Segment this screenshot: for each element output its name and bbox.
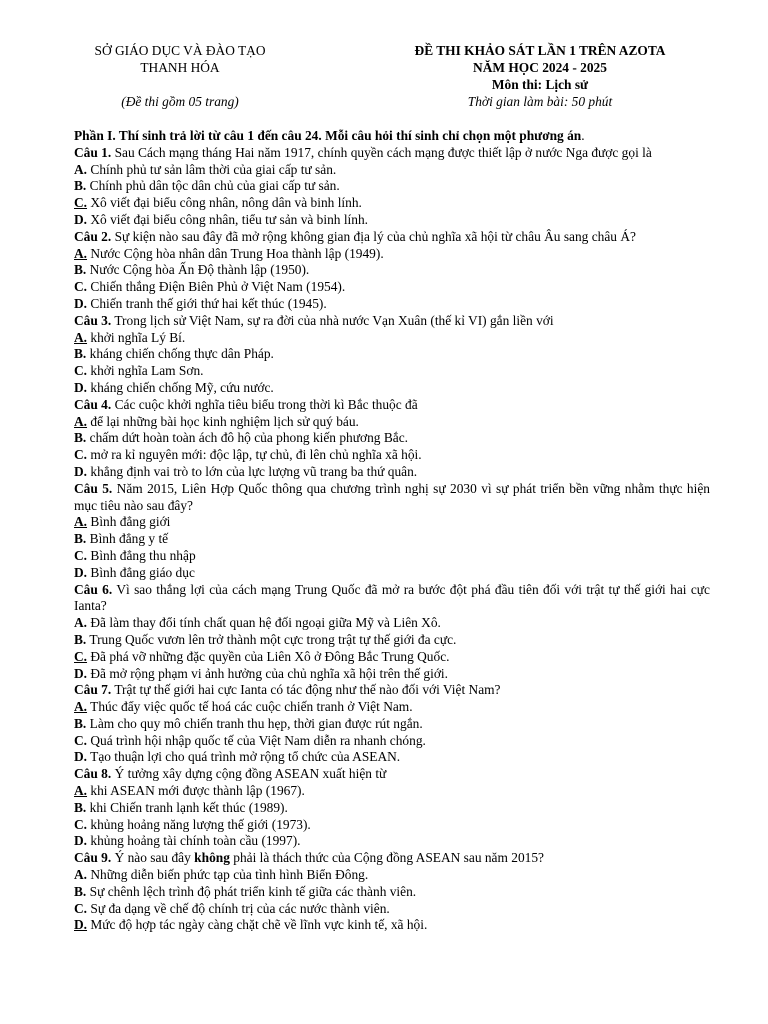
option-text: khẳng định vai trò to lớn của lực lượng vũ trang ba thứ quân. (90, 463, 418, 479)
answer-option (74, 346, 710, 363)
option-letter: A. (74, 413, 88, 429)
answer-option (74, 178, 710, 195)
answer-option (74, 430, 710, 447)
option-text: Bình đẳng thu nhập (90, 547, 196, 563)
answer-option (74, 901, 710, 918)
option-text: Chiến thắng Điện Biên Phủ ở Việt Nam (1954). (90, 279, 346, 295)
option-text: Những diễn biến phức tạp của tình hình Biển Đông. (90, 867, 369, 883)
option-letter: B. (74, 346, 87, 362)
question-text: Vì sao thắng lợi của cách mạng Trung Quốc đã mở ra bước đột phá đầu tiên đối với trật tự thế giới hai cực Ianta? (74, 581, 710, 614)
question-text: Sự kiện nào sau đây đã mở rộng không gian địa lý của chủ nghĩa xã hội từ châu Âu sang châu Á? (114, 228, 636, 244)
question-label: Câu 3. (74, 312, 112, 328)
option-letter: C. (74, 279, 88, 295)
answer-option (74, 917, 710, 934)
answer-option (74, 363, 710, 380)
answer-option (74, 733, 710, 750)
option-letter: D. (74, 749, 88, 765)
option-text: khi Chiến tranh lạnh kết thúc (1989). (89, 799, 288, 815)
option-letter: B. (74, 715, 87, 731)
answer-option (74, 531, 710, 548)
answer-option (74, 649, 710, 666)
option-text: Bình đẳng giáo dục (90, 564, 195, 580)
exam-title: ĐỀ THI KHẢO SÁT LẦN 1 TRÊN AZOTA (414, 43, 666, 58)
question-list (74, 145, 710, 934)
option-text: Trung Quốc vươn lên trở thành một cực trong trật tự thế giới đa cực. (89, 631, 457, 647)
option-text: Quá trình hội nhập quốc tế của Việt Nam diễn ra nhanh chóng. (90, 732, 426, 748)
answer-option (74, 632, 710, 649)
option-text: khởi nghĩa Lam Sơn. (90, 363, 204, 379)
question-text: Các cuộc khởi nghĩa tiêu biểu trong thời kì Bắc thuộc đã (114, 396, 418, 412)
option-text: Đã mở rộng phạm vi ảnh hưởng của chủ nghĩa xã hội trên thế giới. (90, 665, 448, 681)
answer-option (74, 296, 710, 313)
option-letter: D. (74, 564, 88, 580)
answer-option (74, 330, 710, 347)
question-5 (74, 481, 710, 515)
question-2 (74, 229, 710, 246)
question-label: Câu 6. (74, 581, 113, 597)
option-letter: A. (74, 161, 88, 177)
option-letter: B. (74, 799, 87, 815)
option-letter: B. (74, 262, 87, 278)
option-text: khi ASEAN mới được thành lập (1967). (90, 783, 305, 799)
answer-option (74, 833, 710, 850)
answer-option (74, 414, 710, 431)
option-letter: B. (74, 178, 87, 194)
question-text: Trong lịch sử Việt Nam, sự ra đời của nhà nước Vạn Xuân (thế kỉ VI) gắn liền với (114, 312, 554, 328)
option-text: chấm dứt hoàn toàn ách đô hộ của phong kiến phương Bắc. (89, 430, 408, 446)
option-text: Đã phá vỡ những đặc quyền của Liên Xô ở Đông Bắc Trung Quốc. (90, 648, 450, 664)
option-text: Đã làm thay đổi tính chất quan hệ đối ngoại giữa Mỹ và Liên Xô. (90, 615, 441, 631)
answer-option (74, 565, 710, 582)
option-letter: A. (74, 329, 88, 345)
option-letter: C. (74, 648, 88, 664)
question-label: Câu 1. (74, 144, 112, 160)
question-label: Câu 7. (74, 682, 112, 698)
option-letter: A. (74, 514, 88, 530)
question-3 (74, 313, 710, 330)
exam-header (0, 42, 768, 112)
question-label: Câu 8. (74, 766, 112, 782)
subject: Môn thi: Lịch sử (491, 77, 589, 92)
option-letter: A. (74, 615, 88, 631)
option-letter: D. (74, 295, 88, 311)
school-year: NĂM HỌC 2024 - 2025 (473, 60, 607, 75)
option-text: để lại những bài học kinh nghiệm lịch sử quý báu. (90, 413, 359, 429)
answer-option (74, 514, 710, 531)
option-letter: B. (74, 883, 87, 899)
option-text: mở ra kỉ nguyên mới: độc lập, tự chủ, đi lên chủ nghĩa xã hội. (90, 447, 422, 463)
option-letter: A. (74, 783, 88, 799)
option-letter: D. (74, 379, 88, 395)
question-4 (74, 397, 710, 414)
exam-info-block (340, 42, 740, 110)
question-6 (74, 582, 710, 616)
option-text: khủng hoảng tài chính toàn cầu (1997). (90, 833, 301, 849)
option-text: Nước Cộng hòa nhân dân Trung Hoa thành lập (1949). (90, 245, 384, 261)
question-text-emphasis: không (194, 850, 230, 866)
option-text: khởi nghĩa Lý Bí. (90, 329, 186, 345)
option-text: kháng chiến chống Mỹ, cứu nước. (90, 379, 274, 395)
option-letter: B. (74, 631, 87, 647)
page-count-note: (Đề thi gồm 05 trang) (121, 94, 239, 109)
option-text: Thúc đẩy việc quốc tế hoá các cuộc chiến tranh ở Việt Nam. (90, 699, 413, 715)
option-letter: A. (74, 867, 88, 883)
issuer-spacer (40, 76, 320, 93)
answer-option (74, 212, 710, 229)
question-text: Ý nào sau đây (114, 850, 191, 866)
exam-content (74, 128, 710, 934)
option-letter: D. (74, 211, 88, 227)
question-label: Câu 5. (74, 480, 113, 496)
option-text: Chính phủ dân tộc dân chủ của giai cấp tư sản. (89, 178, 340, 194)
answer-option (74, 666, 710, 683)
question-text: Năm 2015, Liên Hợp Quốc thông qua chương trình nghị sự 2030 vì sự phát triển bền vững nhằm thực hiện mục tiêu nào sau đây? (74, 480, 710, 513)
question-label: Câu 4. (74, 396, 112, 412)
answer-option (74, 548, 710, 565)
answer-option (74, 195, 710, 212)
answer-option (74, 867, 710, 884)
option-letter: B. (74, 531, 87, 547)
option-text: Xô viết đại biểu công nhân, tiểu tư sản và binh lính. (90, 211, 369, 227)
answer-option (74, 262, 710, 279)
option-letter: A. (74, 245, 88, 261)
time-limit: Thời gian làm bài: 50 phút (467, 94, 613, 109)
option-letter: C. (74, 816, 88, 832)
question-text-rest: phải là thách thức của Cộng đồng ASEAN sau năm 2015? (233, 850, 544, 866)
answer-option (74, 615, 710, 632)
answer-option (74, 800, 710, 817)
answer-option (74, 380, 710, 397)
option-text: Tạo thuận lợi cho quá trình mở rộng tổ chức của ASEAN. (90, 749, 401, 765)
question-7 (74, 682, 710, 699)
question-text: Sau Cách mạng tháng Hai năm 1917, chính quyền cách mạng được thiết lập ở nước Nga được gọi là (114, 144, 652, 160)
option-text: khủng hoảng năng lượng thế giới (1973). (90, 816, 311, 832)
issuer-province: THANH HÓA (140, 60, 220, 75)
answer-option (74, 783, 710, 800)
answer-option (74, 246, 710, 263)
answer-option (74, 464, 710, 481)
option-letter: C. (74, 363, 88, 379)
option-letter: D. (74, 463, 88, 479)
section-title-text: Phần I. Thí sinh trả lời từ câu 1 đến câu 24. Mỗi câu hỏi thí sinh chỉ chọn một phương án (74, 128, 582, 143)
option-text: Mức độ hợp tác ngày càng chặt chẽ về lĩnh vực kinh tế, xã hội. (90, 917, 428, 933)
answer-option (74, 279, 710, 296)
answer-option (74, 716, 710, 733)
option-letter: D. (74, 917, 88, 933)
option-letter: A. (74, 699, 88, 715)
option-text: Chính phủ tư sản lâm thời của giai cấp tư sản. (90, 161, 337, 177)
option-letter: D. (74, 665, 88, 681)
question-8 (74, 766, 710, 783)
question-1 (74, 145, 710, 162)
issuer-block (40, 42, 320, 110)
option-text: Sự đa dạng về chế độ chính trị của các nước thành viên. (90, 900, 390, 916)
option-text: Làm cho quy mô chiến tranh thu hẹp, thời gian được rút ngắn. (89, 715, 423, 731)
section-title (74, 128, 710, 145)
option-text: kháng chiến chống thực dân Pháp. (89, 346, 274, 362)
answer-option (74, 699, 710, 716)
answer-option (74, 749, 710, 766)
answer-option (74, 884, 710, 901)
answer-option (74, 447, 710, 464)
option-text: Sự chênh lệch trình độ phát triển kinh tế giữa các thành viên. (89, 883, 417, 899)
option-text: Bình đẳng giới (90, 514, 171, 530)
answer-option (74, 162, 710, 179)
question-text: Ý tưởng xây dựng cộng đồng ASEAN xuất hiện từ (114, 766, 387, 782)
answer-option (74, 817, 710, 834)
question-text: Trật tự thế giới hai cực Ianta có tác động như thế nào đối với Việt Nam? (114, 682, 501, 698)
option-letter: C. (74, 447, 88, 463)
option-letter: C. (74, 547, 88, 563)
option-letter: B. (74, 430, 87, 446)
question-label: Câu 2. (74, 228, 112, 244)
option-letter: D. (74, 833, 88, 849)
option-text: Xô viết đại biểu công nhân, nông dân và binh lính. (90, 195, 362, 211)
option-text: Bình đẳng y tế (89, 531, 169, 547)
option-text: Chiến tranh thế giới thứ hai kết thúc (1945). (90, 295, 327, 311)
question-9 (74, 850, 710, 867)
option-letter: C. (74, 195, 88, 211)
option-letter: C. (74, 732, 88, 748)
option-letter: C. (74, 900, 88, 916)
option-text: Nước Cộng hòa Ấn Độ thành lập (1950). (89, 262, 310, 278)
question-label: Câu 9. (74, 850, 112, 866)
section-title-end: . (581, 128, 585, 143)
issuer-department: SỞ GIÁO DỤC VÀ ĐÀO TẠO (94, 43, 266, 58)
